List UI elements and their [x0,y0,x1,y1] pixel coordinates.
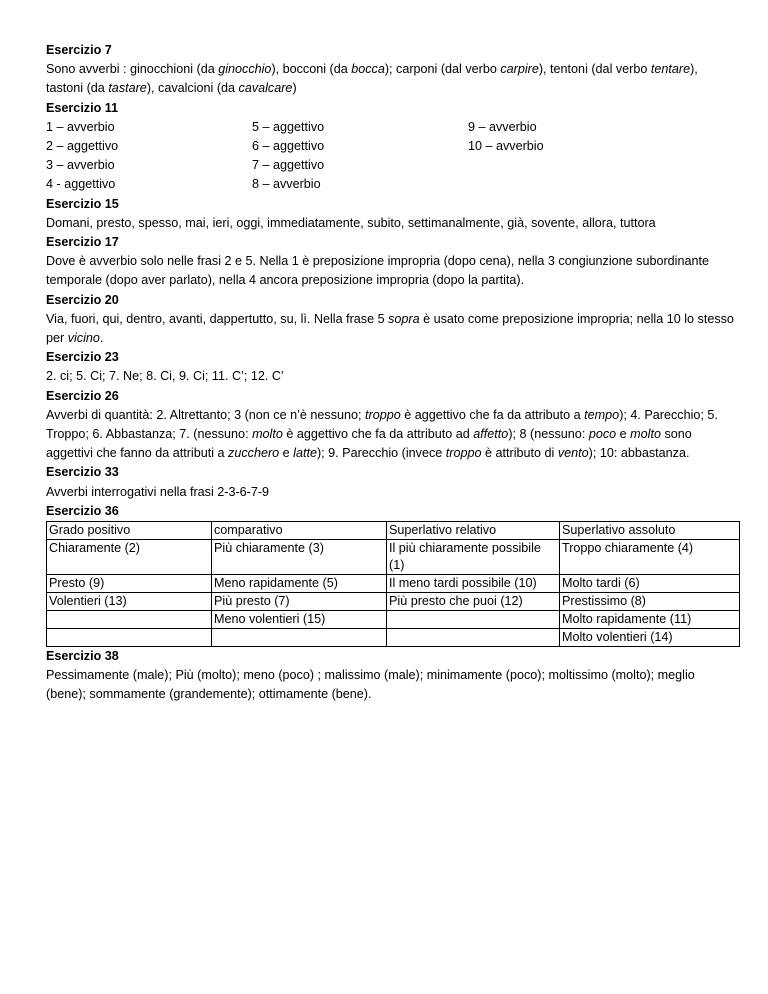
table-cell: Chiaramente (2) [47,540,212,575]
table-cell [387,611,560,629]
table-cell: Molto tardi (6) [560,575,740,593]
comparison-degrees-table [46,521,740,647]
exercise-7-text [46,60,736,98]
exercise-11-title: Esercizio 11 [46,100,119,115]
table-cell: Troppo chiaramente (4) [560,540,740,575]
exercise-17-text: Dove è avverbio solo nelle frasi 2 e 5. Nella 1 è preposizione impropria (dopo cena), nella 3 congiunzione subordinante temporale (dopo aver parlato), nella 4 ancora preposizione impropria (dopo la partita). [46,254,709,288]
text-run: Avverbi di quantità: 2. Altrettanto; 3 (non ce n’è nessuno; [46,407,366,422]
table-header-row [47,522,740,540]
table-cell: Più chiaramente (3) [212,540,387,575]
table-cell: Volentieri (13) [47,593,212,611]
exercise-20-title: Esercizio 20 [46,292,119,307]
exercise-11-column-3 [468,118,668,195]
table-cell: Meno rapidamente (5) [212,575,387,593]
italic-term: molto [252,427,283,442]
table-cell [212,629,387,647]
answer-item: 1 – avverbio [46,119,115,134]
italic-term: tentare [650,62,691,77]
text-run: ); 4. Parecchio; 5. Troppo; 6. Abbastanza; 7. (nessuno: [46,407,718,442]
table-cell: Presto (9) [47,575,212,593]
exercise-7-title: Esercizio 7 [46,43,112,57]
italic-term: vento [557,446,589,461]
answer-item: 5 – aggettivo [252,119,325,134]
italic-term: poco [588,427,617,442]
text-run: ); 8 (nessuno: [508,427,589,442]
text-run: ), tentoni (dal verbo [538,62,651,77]
italic-term: troppo [365,407,401,422]
answer-item: 7 – aggettivo [252,158,325,173]
answer-key-page [46,41,736,705]
answer-item: 9 – avverbio [468,119,537,134]
italic-term: tastare [108,81,147,96]
table-cell: Meno volentieri (15) [212,611,387,629]
answer-item: 8 – avverbio [252,177,321,192]
exercise-26-text [46,406,736,464]
italic-term: carpire [500,62,539,77]
answer-item: 3 – avverbio [46,158,115,173]
exercise-11-answers [46,118,736,195]
text-run: è aggettivo che fa da attributo ad [282,427,474,442]
italic-term: sopra [388,311,420,326]
exercise-11-column-1 [46,118,252,195]
exercise-38-title: Esercizio 38 [46,649,119,664]
text-run: e [616,427,631,442]
text-run: Via, fuori, qui, dentro, avanti, dappertutto, su, lì. Nella frase 5 [46,311,389,326]
italic-term: tempo [584,407,620,422]
exercise-38-text: Pessimamente (male); Più (molto); meno (poco) ; malissimo (male); minimamente (poco); moltissimo (molto); meglio (bene); sommamente (grandemente); ottimamente (bene). [46,668,695,702]
text-run: Sono avverbi : ginocchioni (da [46,62,219,77]
italic-term: bocca [351,62,385,77]
exercise-23-title: Esercizio 23 [46,350,119,365]
table-row [47,593,740,611]
table-cell: Il più chiaramente possibile (1) [387,540,560,575]
text-run: è attributo di [481,446,558,461]
italic-term: latte [293,446,317,461]
text-run: ), cavalcioni (da [146,81,239,96]
table-cell [47,611,212,629]
exercise-26-title: Esercizio 26 [46,388,119,403]
text-run: sono aggettivi che fanno da attributi a [46,427,692,461]
exercise-17-title: Esercizio 17 [46,235,119,250]
text-run: ); 9. Parecchio (invece [316,446,446,461]
italic-term: troppo [445,446,482,461]
text-run: è aggettivo che fa da attributo a [400,407,585,422]
answer-item: 4 - aggettivo [46,177,116,192]
exercise-33-title: Esercizio 33 [46,465,119,480]
answer-item: 2 – aggettivo [46,139,119,154]
exercise-20-text [46,310,736,348]
italic-term: cavalcare [238,81,293,96]
text-run: ), bocconi (da [271,62,352,77]
text-run: e [279,446,294,461]
italic-term: vicino [67,331,100,346]
text-run: ); carponi (dal verbo [384,62,501,77]
italic-term: zucchero [228,446,280,461]
exercise-15-text: Domani, presto, spesso, mai, ieri, oggi, immediatamente, subito, settimanalmente, già, sovente, allora, tuttora [46,215,656,230]
table-cell: Prestissimo (8) [560,593,740,611]
exercise-33-text: Avverbi interrogativi nella frasi 2-3-6-7-9 [46,484,270,499]
table-cell: Superlativo relativo [387,522,560,540]
table-row [47,629,740,647]
italic-term: molto [630,427,661,442]
exercise-36-title: Esercizio 36 [46,503,119,518]
table-row [47,540,740,575]
table-cell: Grado positivo [47,522,212,540]
exercise-15-title: Esercizio 15 [46,196,119,211]
table-row [47,611,740,629]
table-cell [387,629,560,647]
italic-term: affetto [473,427,509,442]
text-run: ); 10: abbastanza. [588,446,690,461]
text-run: . [99,331,104,346]
table-cell: Molto rapidamente (11) [560,611,740,629]
answer-item: 10 – avverbio [468,139,544,154]
table-cell: Molto volentieri (14) [560,629,740,647]
table-cell: Più presto (7) [212,593,387,611]
text-run: è usato come preposizione impropria; nella 10 lo stesso per [46,311,734,346]
table-cell: comparativo [212,522,387,540]
table-cell [47,629,212,647]
text-run: ) [292,81,297,96]
table-cell: Superlativo assoluto [560,522,740,540]
answer-item: 6 – aggettivo [252,139,325,154]
text-run: ), tastoni (da [46,62,698,96]
italic-term: ginocchio [218,62,272,77]
exercise-23-text: 2. ci; 5. Ci; 7. Ne; 8. Ci, 9. Ci; 11. C’; 12. C’ [46,369,284,384]
exercise-11-column-2 [252,118,468,195]
table-row [47,575,740,593]
table-cell: Più presto che puoi (12) [387,593,560,611]
table-cell: Il meno tardi possibile (10) [387,575,560,593]
